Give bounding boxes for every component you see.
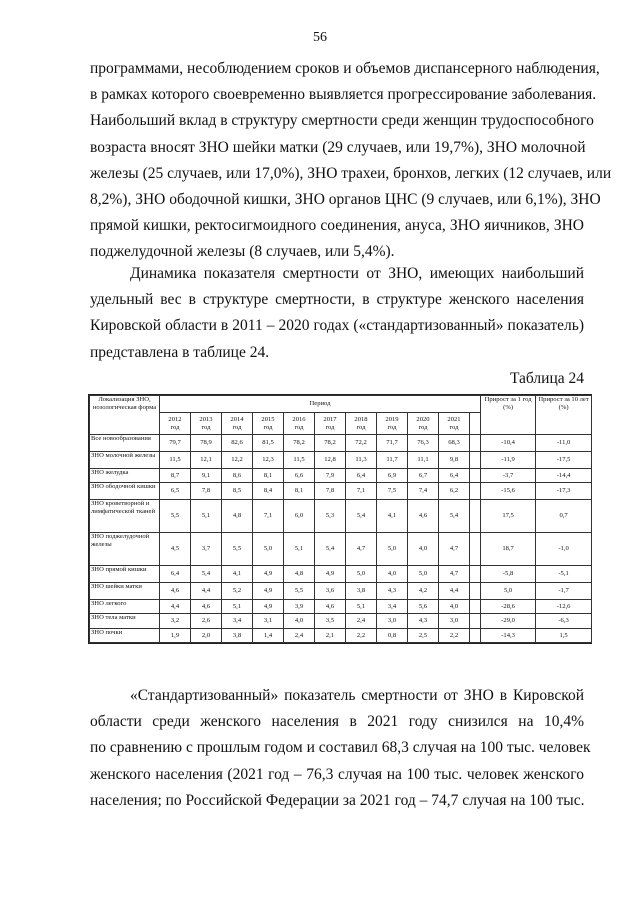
value-cell: 7,5 <box>377 483 408 500</box>
value-cell: 4,4 <box>191 583 222 600</box>
row-label: ЗНО прямой кишки <box>90 566 160 583</box>
value-cell: 3,0 <box>439 614 470 629</box>
value-cell: 4,6 <box>191 600 222 614</box>
spacer-cell <box>470 566 481 583</box>
year-suffix: год <box>356 423 366 431</box>
growth-1y-cell: -11,9 <box>481 452 536 469</box>
year-header-2016 <box>284 413 315 435</box>
year-number: 2021 <box>447 415 461 423</box>
header-period: Период <box>160 396 481 413</box>
year-header-2020 <box>408 413 439 435</box>
year-suffix: год <box>418 423 428 431</box>
spacer-cell <box>470 500 481 533</box>
spacer-cell <box>470 469 481 483</box>
value-cell: 8,4 <box>253 483 284 500</box>
value-cell: 71,7 <box>377 435 408 452</box>
growth-10y-cell: -5,1 <box>536 566 592 583</box>
value-cell: 2,6 <box>191 614 222 629</box>
value-cell: 6,4 <box>439 469 470 483</box>
value-cell: 72,2 <box>346 435 377 452</box>
value-cell: 3,8 <box>346 583 377 600</box>
value-cell: 5,2 <box>222 583 253 600</box>
value-cell: 7,8 <box>191 483 222 500</box>
spacer-cell <box>470 435 481 452</box>
text-line: 8,2%), ЗНО ободочной кишки, ЗНО органов ЦНС (9 случаев, или 6,1%), ЗНО <box>90 191 601 209</box>
value-cell: 4,4 <box>160 600 191 614</box>
table-row <box>90 583 592 600</box>
growth-10y-cell: -17,3 <box>536 483 592 500</box>
table-body <box>90 435 592 643</box>
value-cell: 76,3 <box>408 435 439 452</box>
value-cell: 6,9 <box>377 469 408 483</box>
row-label: ЗНО почки <box>90 629 160 643</box>
paragraph-conclusion <box>90 683 591 814</box>
value-cell: 5,0 <box>346 566 377 583</box>
year-header-2018 <box>346 413 377 435</box>
row-label: ЗНО ободочной кишки <box>90 483 160 500</box>
value-cell: 4,2 <box>408 583 439 600</box>
value-cell: 3,9 <box>284 600 315 614</box>
year-number: 2013 <box>199 415 213 423</box>
table-row <box>90 614 592 629</box>
year-header-spacer <box>470 413 481 435</box>
value-cell: 2,1 <box>315 629 346 643</box>
header-localization: Локализация ЗНО, нозологическая форма <box>90 396 160 435</box>
row-label: ЗНО шейки матки <box>90 583 160 600</box>
text-line: Динамика показателя смертности от ЗНО, имеющих наибольший <box>130 265 584 282</box>
text-line: области среди женского населения в 2021 году снизился на 10,4% <box>90 713 584 731</box>
value-cell: 4,1 <box>377 500 408 533</box>
value-cell: 2,2 <box>346 629 377 643</box>
value-cell: 5,0 <box>253 533 284 566</box>
value-cell: 6,4 <box>346 469 377 483</box>
text-line: в рамках которого своевременно выявляется прогрессирование заболевания. <box>90 86 597 104</box>
row-label: ЗНО желудка <box>90 469 160 483</box>
year-suffix: год <box>325 423 335 431</box>
year-number: 2019 <box>385 415 399 423</box>
text-line: железы (25 случаев, или 17,0%), ЗНО трахеи, бронхов, легких (12 случаев, или <box>90 164 612 182</box>
year-number: 2012 <box>168 415 182 423</box>
value-cell: 11,7 <box>377 452 408 469</box>
value-cell: 5,4 <box>315 533 346 566</box>
paragraph-intro <box>90 56 612 266</box>
year-suffix: год <box>170 423 180 431</box>
growth-10y-cell: 1,5 <box>536 629 592 643</box>
value-cell: 12,2 <box>222 452 253 469</box>
growth-1y-cell: 17,5 <box>481 500 536 533</box>
value-cell: 79,7 <box>160 435 191 452</box>
value-cell: 6,5 <box>160 483 191 500</box>
value-cell: 81,5 <box>253 435 284 452</box>
year-suffix: год <box>232 423 242 431</box>
value-cell: 7,9 <box>315 469 346 483</box>
value-cell: 8,7 <box>160 469 191 483</box>
value-cell: 4,3 <box>377 583 408 600</box>
value-cell: 3,4 <box>377 600 408 614</box>
value-cell: 4,9 <box>253 583 284 600</box>
value-cell: 8,1 <box>253 469 284 483</box>
value-cell: 82,6 <box>222 435 253 452</box>
value-cell: 5,5 <box>160 500 191 533</box>
value-cell: 3,5 <box>315 614 346 629</box>
growth-1y-cell: -10,4 <box>481 435 536 452</box>
text-line: программами, несоблюдением сроков и объемов диспансерного наблюдения, <box>90 60 600 77</box>
text-line: населения; по Российской Федерации за 2021 год – 74,7 случая на 100 тыс. <box>90 791 585 809</box>
value-cell: 8,1 <box>284 483 315 500</box>
value-cell: 5,4 <box>191 566 222 583</box>
value-cell: 3,0 <box>377 614 408 629</box>
mortality-table-grid <box>89 395 592 643</box>
value-cell: 9,1 <box>191 469 222 483</box>
year-number: 2017 <box>323 415 337 423</box>
value-cell: 68,3 <box>439 435 470 452</box>
growth-10y-cell: -12,6 <box>536 600 592 614</box>
text-line: «Стандартизованный» показатель смертности от ЗНО в Кировской <box>130 687 584 704</box>
spacer-cell <box>470 629 481 643</box>
growth-1y-cell: -3,7 <box>481 469 536 483</box>
spacer-cell <box>470 583 481 600</box>
growth-1y-cell: 5,0 <box>481 583 536 600</box>
value-cell: 4,6 <box>315 600 346 614</box>
growth-10y-cell: -1,7 <box>536 583 592 600</box>
value-cell: 4,1 <box>222 566 253 583</box>
value-cell: 6,6 <box>284 469 315 483</box>
value-cell: 3,7 <box>191 533 222 566</box>
row-label: Все новообразования <box>90 435 160 452</box>
year-suffix: год <box>263 423 273 431</box>
row-label: ЗНО кроветворной и лимфатической тканей <box>90 500 160 533</box>
value-cell: 4,0 <box>284 614 315 629</box>
text-line: по сравнению с прошлым годом и составил 68,3 случая на 100 тыс. человек <box>90 739 591 757</box>
value-cell: 4,7 <box>346 533 377 566</box>
table-row <box>90 600 592 614</box>
value-cell: 4,9 <box>253 566 284 583</box>
text-line: поджелудочной железы (8 случаев, или 5,4%). <box>90 243 395 261</box>
value-cell: 4,6 <box>160 583 191 600</box>
value-cell: 12,3 <box>253 452 284 469</box>
value-cell: 5,1 <box>191 500 222 533</box>
growth-1y-cell: -28,6 <box>481 600 536 614</box>
value-cell: 12,1 <box>191 452 222 469</box>
value-cell: 6,2 <box>439 483 470 500</box>
year-header-2019 <box>377 413 408 435</box>
table-row <box>90 629 592 643</box>
growth-10y-cell: 0,7 <box>536 500 592 533</box>
table-row <box>90 500 592 533</box>
table-row <box>90 452 592 469</box>
spacer-cell <box>470 452 481 469</box>
text-line: представлена в таблице 24. <box>90 343 270 361</box>
value-cell: 2,4 <box>346 614 377 629</box>
spacer-cell <box>470 614 481 629</box>
year-number: 2015 <box>261 415 275 423</box>
growth-1y-cell: -29,0 <box>481 614 536 629</box>
table-row <box>90 483 592 500</box>
value-cell: 5,4 <box>346 500 377 533</box>
table-caption: Таблица 24 <box>509 370 584 387</box>
value-cell: 7,1 <box>346 483 377 500</box>
growth-1y-cell: -15,6 <box>481 483 536 500</box>
text-line: Кировской области в 2011 – 2020 годах («стандартизованный» показатель) <box>90 317 584 335</box>
value-cell: 78,9 <box>191 435 222 452</box>
value-cell: 6,7 <box>408 469 439 483</box>
value-cell: 11,5 <box>284 452 315 469</box>
year-number: 2014 <box>230 415 244 423</box>
year-header-2013 <box>191 413 222 435</box>
value-cell: 3,6 <box>315 583 346 600</box>
value-cell: 3,4 <box>222 614 253 629</box>
spacer-cell <box>470 483 481 500</box>
value-cell: 11,1 <box>408 452 439 469</box>
value-cell: 4,5 <box>160 533 191 566</box>
value-cell: 4,0 <box>408 533 439 566</box>
value-cell: 2,4 <box>284 629 315 643</box>
value-cell: 5,0 <box>408 566 439 583</box>
value-cell: 4,4 <box>439 583 470 600</box>
page-number: 56 <box>313 30 327 45</box>
value-cell: 4,8 <box>222 500 253 533</box>
value-cell: 8,6 <box>222 469 253 483</box>
growth-1y-cell: 18,7 <box>481 533 536 566</box>
value-cell: 4,8 <box>284 566 315 583</box>
value-cell: 6,0 <box>284 500 315 533</box>
value-cell: 5,1 <box>284 533 315 566</box>
value-cell: 4,3 <box>408 614 439 629</box>
value-cell: 5,1 <box>222 600 253 614</box>
text-line: удельный вес в структуре смертности, в структуре женского населения <box>90 291 584 309</box>
value-cell: 9,8 <box>439 452 470 469</box>
value-cell: 2,0 <box>191 629 222 643</box>
year-header-2021 <box>439 413 470 435</box>
growth-10y-cell: -11,0 <box>536 435 592 452</box>
value-cell: 6,4 <box>160 566 191 583</box>
value-cell: 5,5 <box>284 583 315 600</box>
header-growth-10y: Прирост за 10 лет (%) <box>536 396 592 435</box>
value-cell: 2,5 <box>408 629 439 643</box>
header-growth-1y: Прирост за 1 год (%) <box>481 396 536 435</box>
table-row <box>90 469 592 483</box>
value-cell: 4,6 <box>408 500 439 533</box>
year-header-2014 <box>222 413 253 435</box>
value-cell: 5,3 <box>315 500 346 533</box>
value-cell: 7,4 <box>408 483 439 500</box>
year-suffix: год <box>387 423 397 431</box>
year-header-2015 <box>253 413 284 435</box>
value-cell: 78,2 <box>284 435 315 452</box>
value-cell: 11,3 <box>346 452 377 469</box>
table-row <box>90 435 592 452</box>
table-row <box>90 566 592 583</box>
spacer-cell <box>470 533 481 566</box>
table-row <box>90 533 592 566</box>
value-cell: 4,0 <box>439 600 470 614</box>
value-cell: 4,7 <box>439 566 470 583</box>
paragraph-dynamics <box>90 261 584 366</box>
year-number: 2018 <box>354 415 368 423</box>
row-label: ЗНО молочной железы <box>90 452 160 469</box>
text-line: прямой кишки, ректосигмоидного соединения, ануса, ЗНО яичников, ЗНО <box>90 217 584 235</box>
growth-1y-cell: -5,8 <box>481 566 536 583</box>
value-cell: 12,8 <box>315 452 346 469</box>
value-cell: 5,4 <box>439 500 470 533</box>
mortality-table <box>88 394 592 644</box>
value-cell: 3,8 <box>222 629 253 643</box>
row-label: ЗНО тела матки <box>90 614 160 629</box>
value-cell: 4,9 <box>253 600 284 614</box>
value-cell: 3,1 <box>253 614 284 629</box>
value-cell: 5,5 <box>222 533 253 566</box>
growth-1y-cell: -14,3 <box>481 629 536 643</box>
value-cell: 5,6 <box>408 600 439 614</box>
value-cell: 1,9 <box>160 629 191 643</box>
value-cell: 2,2 <box>439 629 470 643</box>
value-cell: 5,1 <box>346 600 377 614</box>
value-cell: 8,5 <box>222 483 253 500</box>
growth-10y-cell: -14,4 <box>536 469 592 483</box>
value-cell: 1,4 <box>253 629 284 643</box>
value-cell: 5,0 <box>377 533 408 566</box>
value-cell: 4,7 <box>439 533 470 566</box>
year-suffix: год <box>201 423 211 431</box>
text-line: Наибольший вклад в структуру смертности среди женщин трудоспособного <box>90 112 594 130</box>
growth-10y-cell: -6,3 <box>536 614 592 629</box>
value-cell: 7,8 <box>315 483 346 500</box>
growth-10y-cell: -17,5 <box>536 452 592 469</box>
year-header-2017 <box>315 413 346 435</box>
year-number: 2020 <box>416 415 430 423</box>
year-header-2012 <box>160 413 191 435</box>
value-cell: 78,2 <box>315 435 346 452</box>
row-label: ЗНО легкого <box>90 600 160 614</box>
text-line: женского населения (2021 год – 76,3 случая на 100 тыс. человек женского <box>90 765 584 783</box>
value-cell: 7,1 <box>253 500 284 533</box>
value-cell: 11,5 <box>160 452 191 469</box>
year-suffix: год <box>294 423 304 431</box>
value-cell: 3,2 <box>160 614 191 629</box>
year-suffix: год <box>449 423 459 431</box>
value-cell: 0,8 <box>377 629 408 643</box>
year-number: 2016 <box>292 415 306 423</box>
row-label: ЗНО поджелудочной железы <box>90 533 160 566</box>
value-cell: 4,0 <box>377 566 408 583</box>
text-line: возраста вносят ЗНО шейки матки (29 случаев, или 19,7%), ЗНО молочной <box>90 138 586 156</box>
spacer-cell <box>470 600 481 614</box>
value-cell: 4,9 <box>315 566 346 583</box>
growth-10y-cell: -1,0 <box>536 533 592 566</box>
